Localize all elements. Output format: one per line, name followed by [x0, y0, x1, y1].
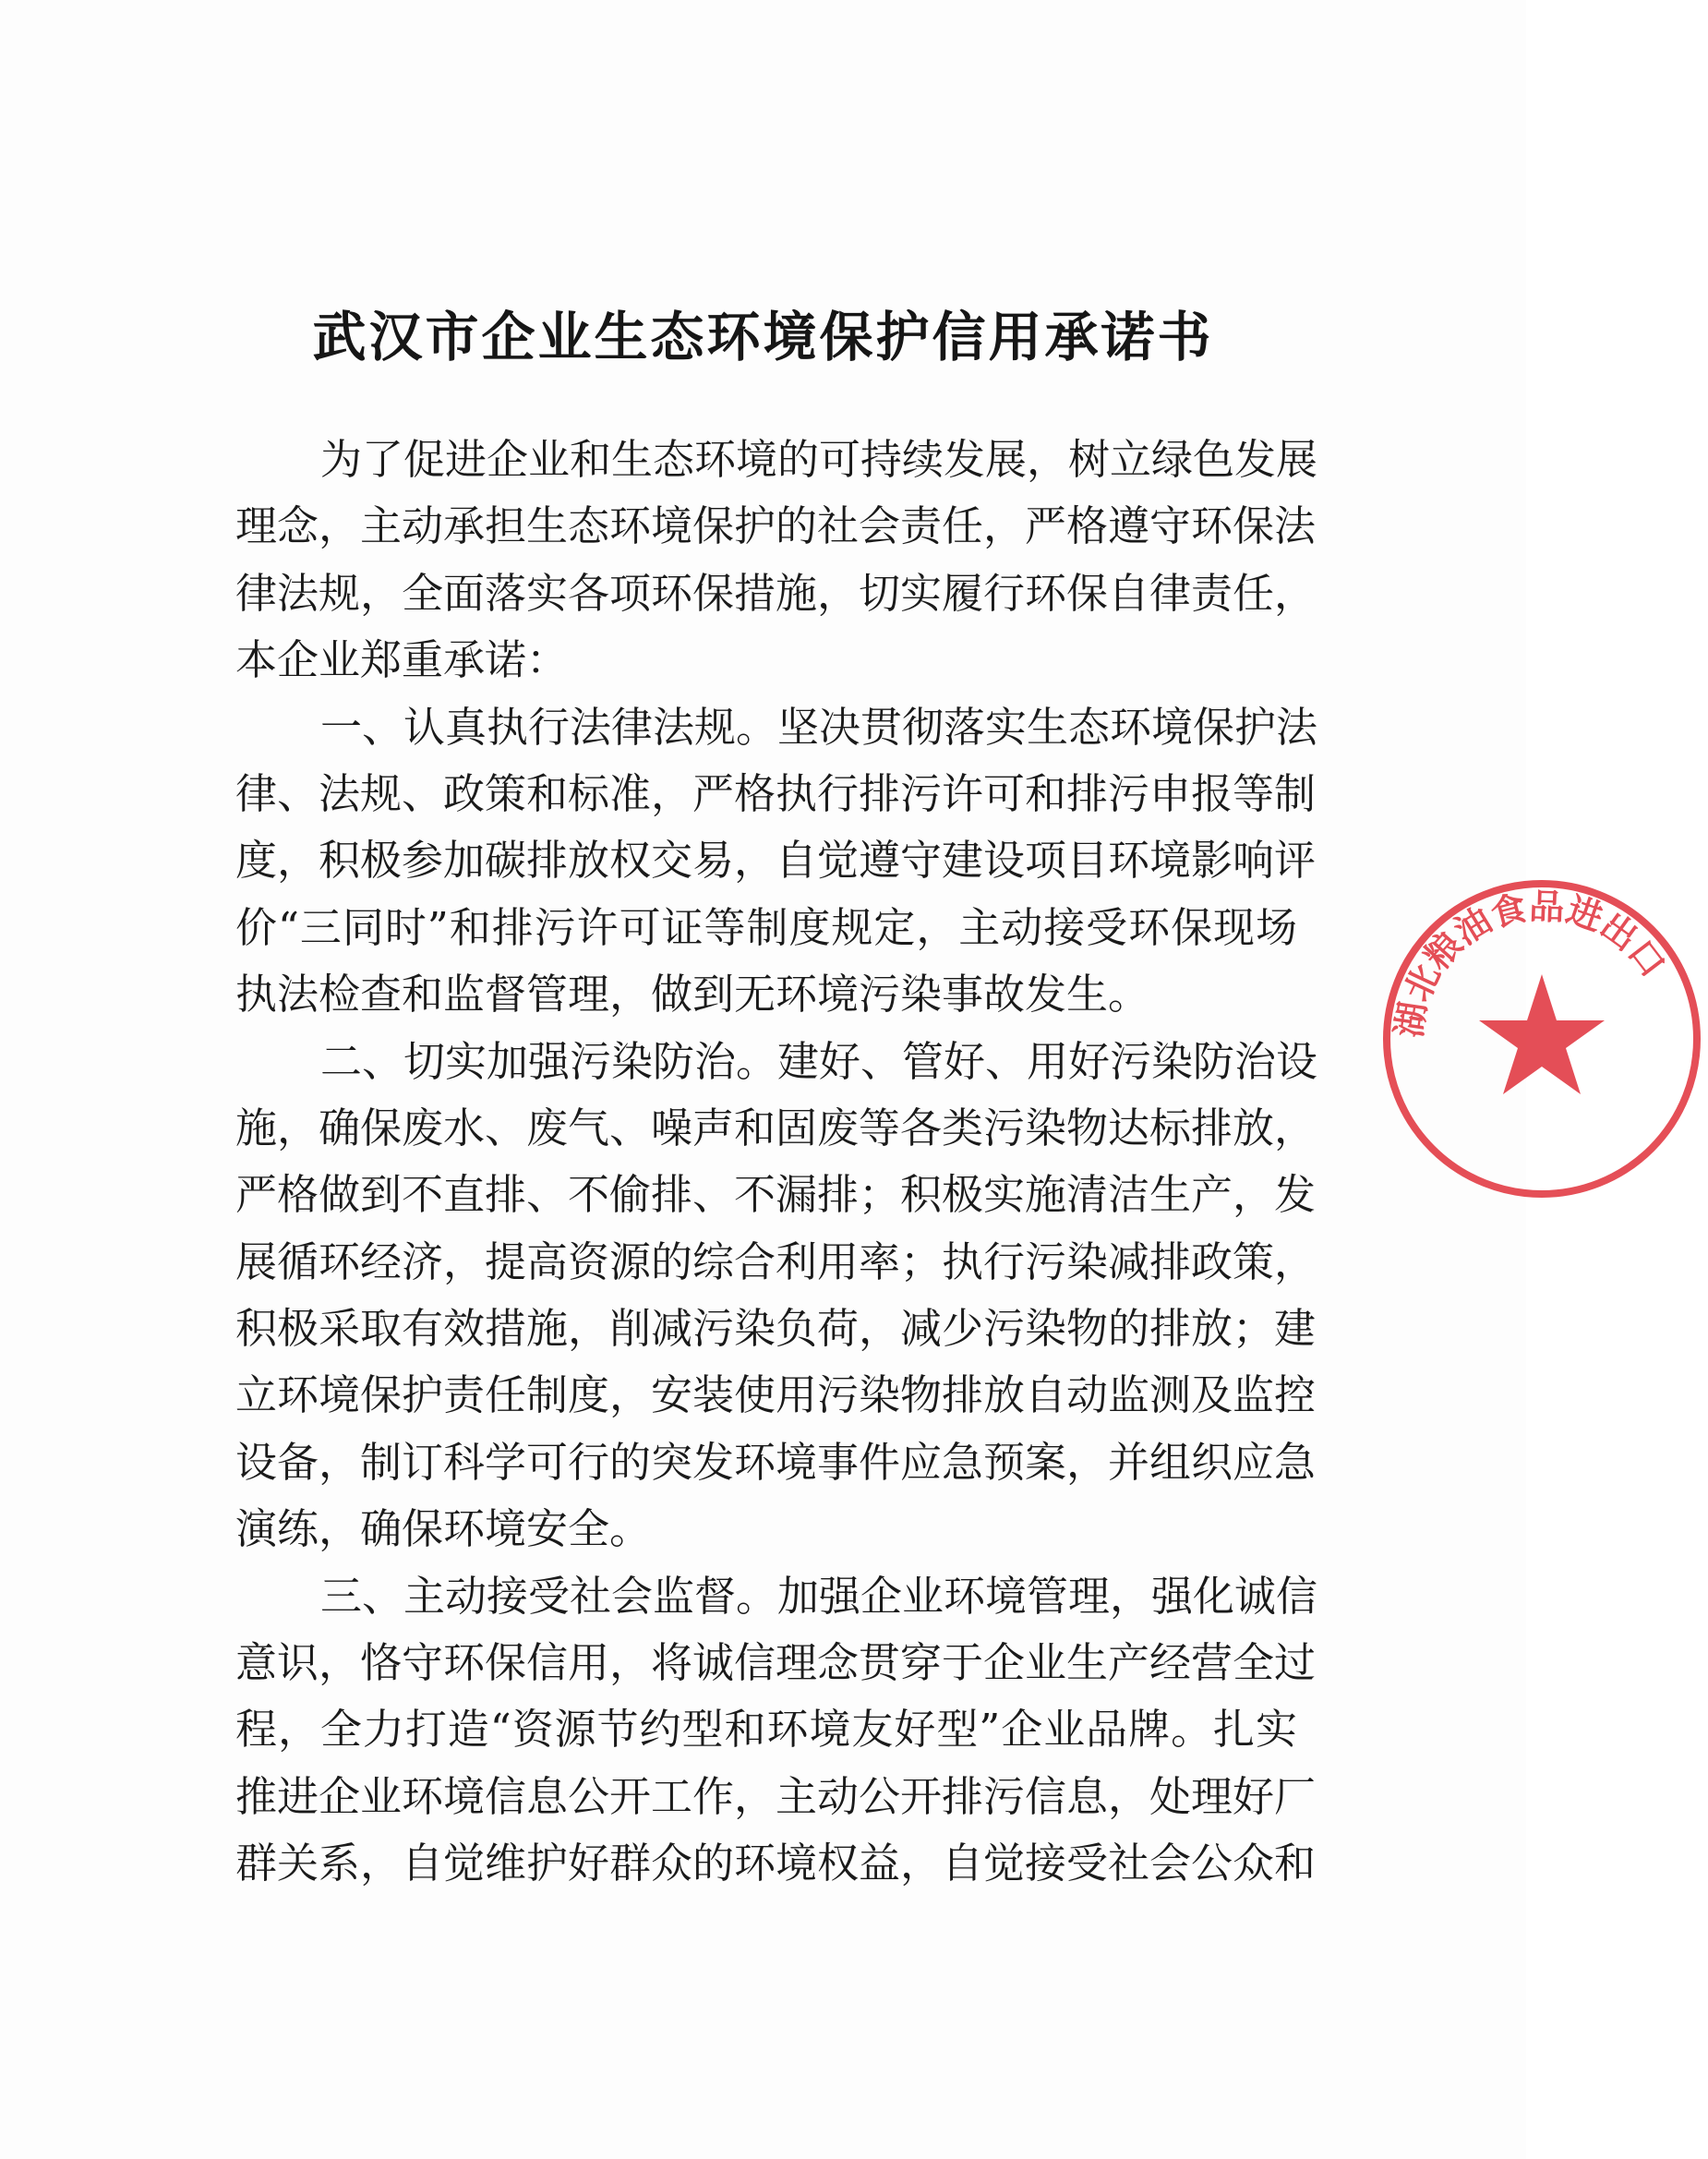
body-line: 价“三同时”和排污许可证等制度规定，主动接受环保现场: [235, 902, 1297, 952]
body-line: 律法规，全面落实各项环保措施，切实履行环保自律责任，: [235, 568, 1317, 618]
company-seal-stamp: [1376, 873, 1708, 1205]
body-line: 设备，制订科学可行的突发环境事件应急预案，并组织应急: [235, 1437, 1317, 1487]
body-line: 推进企业环境信息公开工作，主动公开排污信息，处理好厂: [235, 1771, 1317, 1821]
document-title: 武汉市企业生态环境保护信用承诺书: [312, 306, 1214, 368]
body-line: 群关系，自觉维护好群众的环境权益，自觉接受社会公众和: [235, 1839, 1317, 1888]
body-line: 展循环经济，提高资源的综合利用率；执行污染减排政策，: [235, 1236, 1317, 1286]
body-line: 本企业郑重承诺：: [235, 635, 569, 685]
body-line: 为了促进企业和生态环境的可持续发展，树立绿色发展: [320, 435, 1318, 484]
body-line: 立环境保护责任制度，安装使用污染物排放自动监测及监控: [235, 1370, 1317, 1420]
body-line: 执法检查和监督管理，做到无环境污染事故发生。: [235, 970, 1150, 1019]
body-line: 二、切实加强污染防治。建好、管好、用好污染防治设: [320, 1036, 1318, 1086]
body-line: 严格做到不直排、不偷排、不漏排；积极实施清洁生产，发: [235, 1170, 1317, 1220]
body-line: 一、认真执行法律法规。坚决贯彻落实生态环境保护法: [320, 702, 1318, 752]
body-line: 三、主动接受社会监督。加强企业环境管理，强化诚信: [320, 1571, 1318, 1621]
body-line: 施，确保废水、废气、噪声和固废等各类污染物达标排放，: [235, 1103, 1317, 1152]
body-line: 程，全力打造“资源节约型和环境友好型”企业品牌。扎实: [235, 1705, 1297, 1755]
body-line: 律、法规、政策和标准，严格执行排污许可和排污申报等制: [235, 768, 1317, 818]
body-line: 意识，恪守环保信用，将诚信理念贯穿于企业生产经营全过: [235, 1638, 1317, 1688]
seal-text: 湖北粮油食品进出口: [1388, 886, 1674, 1041]
body-line: 理念，主动承担生态环境保护的社会责任，严格遵守环保法: [235, 501, 1317, 551]
document-body: [235, 427, 1318, 1898]
body-line: 度，积极参加碳排放权交易，自觉遵守建设项目环境影响评: [235, 836, 1317, 886]
seal-star-icon: [1479, 974, 1605, 1094]
body-line: 积极采取有效措施，削减污染负荷，减少污染物的排放；建: [235, 1304, 1317, 1354]
body-line: 演练，确保环境安全。: [235, 1504, 652, 1554]
